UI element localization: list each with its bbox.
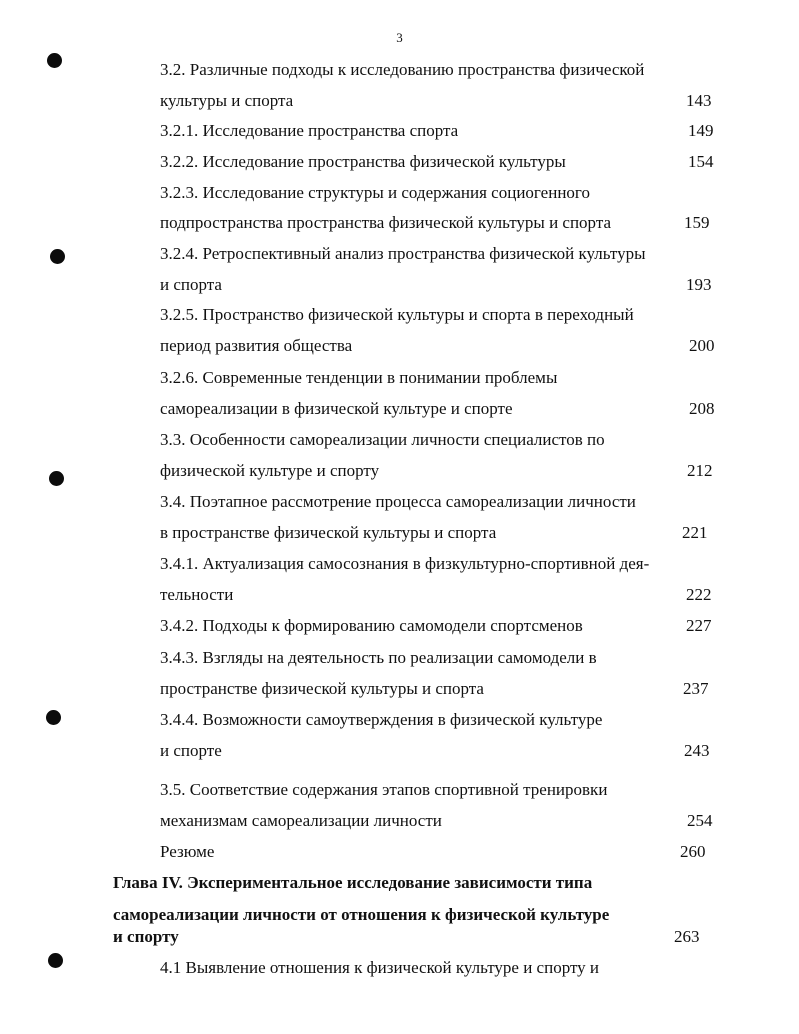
toc-line: тельности — [160, 585, 234, 604]
toc-page-number: 143 — [686, 91, 712, 110]
toc-page-number: 212 — [687, 461, 713, 480]
toc-page-number: 149 — [688, 121, 714, 140]
toc-line: период развития общества — [160, 336, 353, 355]
toc-page-number: 260 — [680, 842, 706, 861]
toc-line: 4.1 Выявление отношения к физической культуре и спорту и — [160, 958, 600, 977]
toc-page-number: 243 — [684, 741, 710, 760]
binder-hole — [47, 53, 62, 68]
toc-line: и спорта — [160, 275, 222, 294]
toc-line: 3.2.2. Исследование пространства физической культуры — [160, 152, 566, 171]
toc-line: 3.3. Особенности самореализации личности специалистов по — [160, 430, 605, 449]
toc-page-number: 193 — [686, 275, 712, 294]
chapter-heading-line: и спорту — [113, 927, 179, 946]
toc-line: 3.4.4. Возможности самоутверждения в физической культуре — [160, 710, 603, 729]
toc-line: 3.2.6. Современные тенденции в понимании проблемы — [160, 368, 558, 387]
toc-page-number: 222 — [686, 585, 712, 604]
toc-line: 3.2.3. Исследование структуры и содержания социогенного — [160, 183, 590, 202]
toc-page-number: 254 — [687, 811, 713, 830]
toc-line: 3.4.1. Актуализация самосознания в физкультурно-спортивной дея- — [160, 554, 650, 573]
toc-line: 3.5. Соответствие содержания этапов спортивной тренировки — [160, 780, 608, 799]
binder-hole — [49, 471, 64, 486]
toc-page-number: 154 — [688, 152, 714, 171]
toc-line: 3.4. Поэтапное рассмотрение процесса самореализации личности — [160, 492, 636, 511]
toc-line: Резюме — [160, 842, 215, 861]
toc-line: механизмам самореализации личности — [160, 811, 442, 830]
toc-page-number: 200 — [689, 336, 715, 355]
toc-line: 3.2.4. Ретроспективный анализ пространства физической культуры — [160, 244, 646, 263]
toc-line: самореализации в физической культуре и спорте — [160, 399, 513, 418]
toc-line: подпространства пространства физической культуры и спорта — [160, 213, 612, 232]
binder-hole — [48, 953, 63, 968]
toc-line: культуры и спорта — [160, 91, 294, 110]
toc-page-number: 227 — [686, 616, 712, 635]
toc-line: 3.4.2. Подходы к формированию самомодели спортсменов — [160, 616, 583, 635]
toc-line: и спорте — [160, 741, 222, 760]
binder-hole — [46, 710, 61, 725]
chapter-heading-line: Глава IV. Экспериментальное исследование зависимости типа — [113, 873, 593, 892]
toc-line: в пространстве физической культуры и спорта — [160, 523, 497, 542]
toc-line: 3.2.1. Исследование пространства спорта — [160, 121, 459, 140]
toc-page-number: 208 — [689, 399, 715, 418]
toc-line: пространстве физической культуры и спорта — [160, 679, 484, 698]
toc-page-number: 221 — [682, 523, 708, 542]
binder-hole — [50, 249, 65, 264]
toc-line: физической культуре и спорту — [160, 461, 380, 480]
toc-line: 3.2. Различные подходы к исследованию пространства физической — [160, 60, 645, 79]
chapter-heading-line: самореализации личности от отношения к физической культуре — [113, 905, 610, 924]
page-number: 3 — [396, 30, 403, 45]
toc-line: 3.2.5. Пространство физической культуры и спорта в переходный — [160, 305, 634, 324]
toc-page-number: 159 — [684, 213, 710, 232]
toc-line: 3.4.3. Взгляды на деятельность по реализации самомодели в — [160, 648, 597, 667]
toc-page-number: 263 — [674, 927, 700, 946]
toc-page-number: 237 — [683, 679, 709, 698]
